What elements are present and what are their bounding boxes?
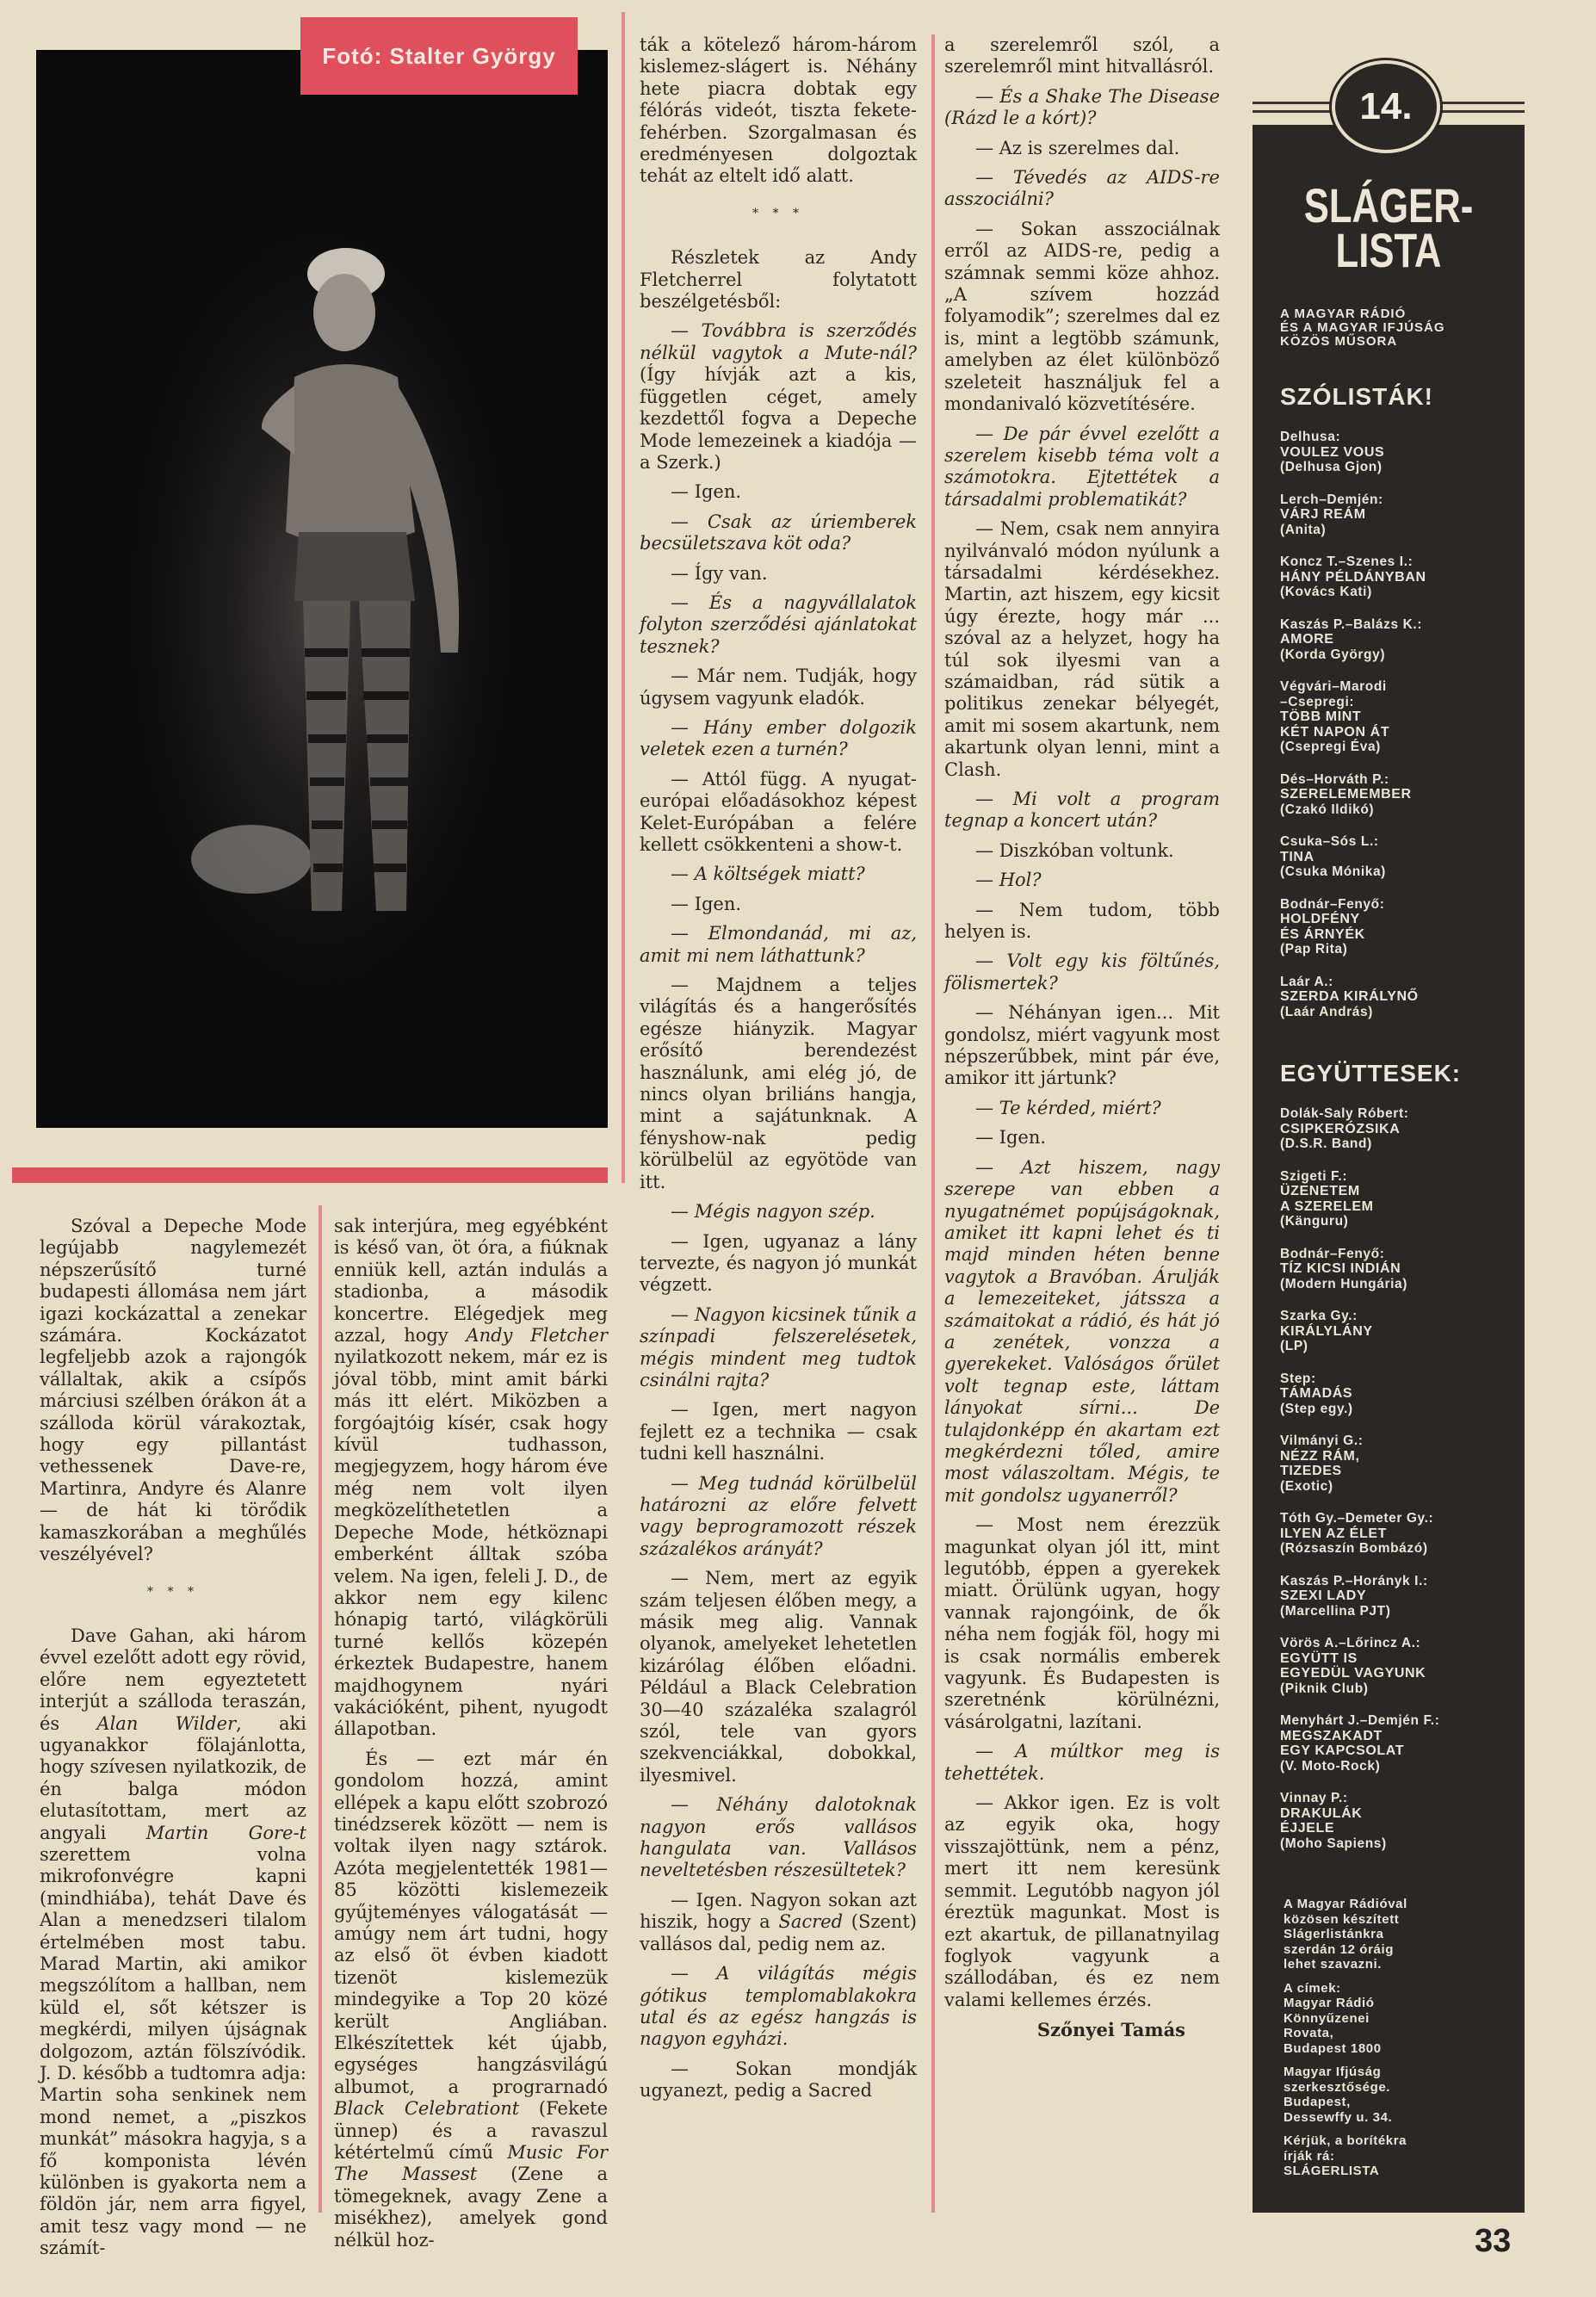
entry-performer: (Anita)	[1280, 522, 1327, 537]
text-run: — Nem, csak nem annyira nyilvánvaló módon nyúlunk a társadalmi kérdésekhez. Martin, azt hiszem, egy kicsit úgy érezte, hogy már ... szóval az a helyzet, hogy ha túl sok ilyesmi van a számaidban, rád sütik a politikus zenekar bélyegét, amit mi sosem akartunk, nem akartunk olyan lenni, mint a Clash.	[944, 518, 1220, 780]
chart-entry	[1280, 834, 1512, 880]
text-run: — Néhányan igen... Mit gondolsz, miért vagyunk most népszerűbbek, mint pár éve, amikor itt jártunk?	[944, 1002, 1220, 1089]
text-run: — Most nem érezzük magunkat olyan jól itt, mint legutóbb, éppen a gyerekek miatt. Örülünk ugyan, hogy vannak rajongóink, de ők néha nem fogják föl, hogy mi is csak normális emberek vagyunk. És Budapesten is szeretnénk körülnézni, vásárolgatni, lazítani.	[944, 1514, 1220, 1732]
author-byline	[944, 2019, 1220, 2040]
entry-authors: Szigeti F.:	[1280, 1168, 1348, 1184]
paragraph	[640, 1399, 917, 1464]
entry-authors: Végvári–Marodi –Csepregi:	[1280, 679, 1387, 709]
sidebar-subtitle: A MAGYAR RÁDIÓ ÉS A MAGYAR IFJÚSÁG KÖZÖS MŰSORA	[1280, 306, 1445, 349]
text-run: Szóval a Depeche Mode legújabb nagylemezét népszerűsítő turné budapesti állomása nem járt igazi kockázattal a zenekar számára. Kockázatot legfeljebb azok a rajongók vállaltak, akik a csípős márciusi szélben órákon át a szálloda körül várakoztak, hogy egy pillantást vethessenek Dave-re, Martinra, Andyre és Alanre — de hát ki törődik kamaszkorában a meghűlés veszélyével?	[40, 1216, 306, 1565]
entry-title: ILYEN AZ ÉLET	[1280, 1526, 1387, 1541]
text-run: — Igen.	[975, 1127, 1047, 1148]
entry-title: TÖBB MINT KÉT NAPON ÁT	[1280, 709, 1390, 740]
entry-title: KIRÁLYLÁNY	[1280, 1323, 1373, 1339]
chart-entry	[1280, 1574, 1512, 1619]
text-run: —	[671, 511, 708, 532]
paragraph	[640, 1231, 917, 1297]
italic-text-run: De pár évvel ezelőtt a szerelem kisebb téma volt a számotokra. Ejtettétek a társadalmi problematikát?	[944, 423, 1220, 510]
text-run: — Az is szerelmes dal.	[975, 137, 1180, 158]
entry-performer: (Pap Rita)	[1280, 942, 1348, 957]
entry-title: SZERELEMEMBER	[1280, 787, 1412, 802]
paragraph	[640, 894, 917, 915]
concert-photo	[36, 50, 608, 1128]
paragraph	[640, 481, 917, 503]
singer-silhouette-icon	[36, 50, 608, 1128]
entry-title: NÉZZ RÁM, TIZEDES	[1280, 1448, 1360, 1478]
slagerlista-sidebar	[1253, 125, 1525, 2213]
column-rule	[931, 34, 935, 2213]
text-run: —	[975, 85, 1000, 107]
italic-text-run: Mégis nagyon szép.	[694, 1201, 875, 1223]
text-run: —	[671, 1794, 717, 1816]
paragraph	[40, 1625, 306, 2260]
entry-authors: Laár A.:	[1280, 974, 1333, 989]
paragraph	[640, 666, 917, 709]
italic-text-run: Mi volt a program tegnap a koncert után?	[944, 789, 1220, 832]
paragraph	[944, 219, 1220, 416]
text-run: —	[671, 923, 708, 944]
paragraph	[944, 789, 1220, 833]
text-run: —	[975, 789, 1013, 809]
paragraph	[944, 950, 1220, 994]
text-run: Részletek az Andy Fletcherrel folytatott beszélgetésből:	[640, 247, 917, 313]
entry-title: ÜZENETEM A SZERELEM	[1280, 1184, 1374, 1214]
italic-text-run: És a nagyvállalatok folyton szerződési ajánlatokat tesznek?	[640, 591, 917, 657]
paragraph	[944, 1741, 1220, 1785]
entry-performer: (Marcellina PJT)	[1280, 1603, 1391, 1619]
entry-title: SZERDA KIRÁLYNŐ	[1280, 989, 1419, 1004]
text-run: —	[671, 591, 709, 613]
entry-performer: (Csuka Mónika)	[1280, 864, 1386, 879]
italic-text-run: Hány ember dolgozik veletek ezen a turnén?	[640, 716, 917, 760]
chart-entry	[1280, 430, 1512, 475]
chart-entry	[1280, 1106, 1512, 1152]
italic-text-run: Sacred	[778, 1911, 844, 1933]
italic-text-run: Volt egy kis föltűnés, fölismertek?	[944, 950, 1220, 994]
photo-caption: Fotó: Stalter György	[300, 17, 578, 95]
paragraph	[944, 1127, 1220, 1148]
section-separator	[640, 203, 917, 225]
paragraph	[944, 34, 1220, 78]
entry-authors: Delhusa:	[1280, 430, 1341, 444]
paragraph	[640, 717, 917, 761]
paragraph	[640, 34, 917, 188]
entry-performer: (Rózsaszín Bombázó)	[1280, 1541, 1428, 1556]
text-run: — Attól függ. A nyugat-európai előadásokhoz képest Kelet-Európában a felére kellett csökkenteni a show-t.	[640, 768, 917, 855]
text-run: —	[975, 1156, 1021, 1178]
italic-text-run: A múltkor meg is tehettétek.	[944, 1741, 1220, 1784]
article-column-2	[334, 1216, 608, 2259]
paragraph	[640, 769, 917, 857]
text-run: —	[671, 716, 704, 738]
entry-authors: Bodnár–Fenyő:	[1280, 896, 1385, 912]
entry-title: DRAKULÁK ÉJJELE	[1280, 1805, 1363, 1836]
italic-text-run: És a Shake The Disease (Rázd le a kórt)?	[944, 85, 1220, 129]
paragraph	[40, 1216, 306, 1566]
paragraph	[640, 511, 917, 555]
italic-text-run: Alan Wilder	[96, 1712, 237, 1734]
entry-performer: (D.S.R. Band)	[1280, 1136, 1372, 1151]
paragraph	[944, 1514, 1220, 1733]
entry-performer: (Piknik Club)	[1280, 1681, 1369, 1696]
entry-authors: Dés–Horváth P.:	[1280, 771, 1389, 787]
sidebar-title: SLÁGER- LISTA	[1303, 178, 1474, 277]
entry-title: SZEXI LADY	[1280, 1588, 1367, 1603]
text-run: És — ezt már én gondolom hozzá, amint ellépek a kapu előtt szobrozó tinédzserek között — nem is voltak ilyen nagy sztárok. Azóta megjelentették 1981—85 közötti kislemezeik gyűjteményes válogatását — amúgy nem árt tudni, hogy az első öt évben kiadott tizenöt kislemezük mindegyike a Top 20 közé került Angliában. Elkészítettek két újabb, egységes hangzásvilágú albumot, a prograrnadó	[334, 1748, 608, 2097]
text-run: —	[975, 423, 1004, 444]
entry-authors: Tóth Gy.–Demeter Gy.:	[1280, 1511, 1434, 1526]
entry-performer: (Step egy.)	[1280, 1401, 1353, 1416]
footer-note: A Magyar Rádióval közösen készített Slágerlistánkra szerdán 12 óráig lehet szavazni.	[1284, 1897, 1407, 1972]
text-run: —	[671, 1963, 717, 1984]
text-run: —	[975, 1097, 999, 1118]
paragraph	[640, 563, 917, 585]
chart-entry	[1280, 1713, 1512, 1774]
entry-authors: Lerch–Demjén:	[1280, 492, 1383, 507]
paragraph	[640, 1473, 917, 1561]
text-run: — Így van.	[671, 562, 768, 584]
text-run: — Nem, mert az egyik szám teljesen élőben megy, a másik meg alig. Vannak olyanok, amelyeket lehetetlen kizárólag élőben előadni. Például a Black Celebration 30—40 százaléka szalagról szól, tele van gyors szekvenciákkal, dobokkal, ilyesmivel.	[640, 1568, 917, 1786]
chart-entry	[1280, 492, 1512, 538]
italic-text-run: Black Celebrationt	[334, 2098, 520, 2120]
entry-performer: (Moho Sapiens)	[1280, 1836, 1387, 1851]
footer-note: Kérjük, a borítékra írják rá: SLÁGERLISTA	[1284, 2133, 1407, 2178]
text-run: * * *	[752, 206, 804, 220]
entry-authors: Csuka–Sós L.:	[1280, 834, 1379, 849]
paragraph	[944, 1792, 1220, 2011]
entry-performer: (V. Moto-Rock)	[1280, 1758, 1381, 1774]
entry-performer: (Korda György)	[1280, 647, 1386, 662]
entry-authors: Step:	[1280, 1371, 1316, 1386]
text-run: —	[975, 870, 999, 891]
chart-entry	[1280, 1791, 1512, 1851]
page-number: 33	[1475, 2223, 1512, 2259]
entry-authors: Kaszás P.–Balázs K.:	[1280, 616, 1423, 632]
chart-entry	[1280, 1511, 1512, 1557]
text-run: —	[671, 864, 695, 885]
italic-text-run: A költségek miatt?	[694, 864, 865, 885]
text-run: — Akkor igen. Ez is volt az egyik oka, hogy visszajöttünk, nem a pénz, mert itt nem keresünk semmit. Legutóbb nagyon jól éreztük magunkat. Most is ezt akartuk, de pillanatnyilag foglyok vagyunk a szállodában, és ez nem valami kellemes érzés.	[944, 1792, 1220, 2010]
paragraph	[944, 840, 1220, 862]
text-run: — Igen.	[671, 893, 742, 914]
chart-entry	[1280, 975, 1512, 1020]
paragraph	[640, 1304, 917, 1392]
paragraph	[640, 2059, 917, 2102]
chart-entry	[1280, 554, 1512, 600]
text-run: (Szent) vallásos dal, pedig nem az.	[640, 1911, 917, 1954]
text-run: Szőnyei Tamás	[1036, 2019, 1185, 2041]
text-run: — Igen, mert nagyon fejlett ez a technika — csak tudni kell használni.	[640, 1399, 917, 1464]
text-run: —	[975, 167, 1013, 189]
paragraph	[944, 900, 1220, 944]
chart-entry	[1280, 1169, 1512, 1229]
entry-authors: Vörös A.–Lőrincz A.:	[1280, 1636, 1421, 1650]
text-run: — Igen.	[671, 481, 742, 503]
entry-performer: (Delhusa Gjon)	[1280, 460, 1383, 474]
entry-performer: (Modern Hungária)	[1280, 1276, 1407, 1291]
entry-performer: (Laár András)	[1280, 1004, 1373, 1019]
text-run: (Így hívják azt a kis, független céget, amely kezdettől fogva a Depeche Mode lemezeinek a kiadója — a Szerk.)	[640, 364, 917, 473]
paragraph	[640, 1963, 917, 2051]
text-run: nyilatkozott nekem, már ez is jóval több, mint amit bárki más itt elért. Miközben a forgóajtóig kísér, csak hogy kívül tudhasson, megjegyzem, hogy három éve még nem volt ilyen megközelíthetetlen a Depeche Mode, hétköznapi emberként álltak szóba velem. Na igen, feleli J. D., de akkor nem egy kilenc hónapig tartó, világkörüli turné kellős közepén érkeztek Budapestre, hanem majdhogynem nyári vakációként, pihent, nyugodt állapotban.	[334, 1347, 608, 1740]
footer-note: Magyar Ifjúság szerkesztősége. Budapest, Dessewffy u. 34.	[1284, 2065, 1393, 2125]
red-divider-bar	[12, 1167, 608, 1183]
text-run: —	[671, 1472, 699, 1494]
entry-title: TINA	[1280, 849, 1315, 864]
paragraph	[944, 424, 1220, 511]
paragraph	[944, 1002, 1220, 1090]
italic-text-run: Elmondanád, mi az, amit mi nem láthattunk?	[640, 923, 917, 966]
text-run: — Sokan asszociálnak erről az AIDS-re, pedig a számnak semmi köze ahhoz. „A szívem hozzád folyamodik”; szerelmes dal ez is, mint a legtöbb számunk, amelyben az élet különböző szeleteit használjuk fel a mondanivaló közvetítésére.	[944, 218, 1220, 415]
italic-text-run: Hol?	[999, 870, 1042, 891]
chart-entry	[1280, 1371, 1512, 1417]
entry-authors: Szarka Gy.:	[1280, 1309, 1358, 1323]
entry-title: TÍZ KICSI INDIÁN	[1280, 1261, 1401, 1276]
paragraph	[944, 138, 1220, 159]
text-run: sak interjúra, meg egyébként is késő van, öt óra, a fiúknak enniük kell, aztán indulás a stadionba, a második koncertre. Elégedjek meg azzal, hogy	[334, 1216, 608, 1347]
text-run: —	[975, 950, 1007, 972]
text-run: Dave Gahan, aki három évvel ezelőtt adott egy rövid, előre nem egyeztetett interjút a szálloda teraszán, és	[40, 1625, 306, 1734]
paragraph	[944, 86, 1220, 130]
text-run: — Majdnem a teljes világítás és a hangerősítés egésze hiányzik. Magyar erősítő berendezést használunk, ami elég jó, de nincs olyan briliáns hangja, mint a sajátunknak. A fényshow-nak pedig körülbelül az egyötöde van itt.	[640, 975, 917, 1192]
soloists-heading: SZÓLISTÁK!	[1280, 383, 1433, 410]
paragraph	[944, 1098, 1220, 1119]
text-run: , aki ugyanakkor fölajánlotta, hogy szívesen nyilatkozik, de én balga módon elutasítottam, mert az angyali	[40, 1712, 306, 1843]
entry-authors: Menyhárt J.–Demjén F.:	[1280, 1713, 1440, 1728]
text-run: — Diszkóban voltunk.	[975, 839, 1174, 861]
text-run: —	[671, 1303, 695, 1325]
entry-performer: (Kovács Kati)	[1280, 585, 1372, 599]
italic-text-run: Tévedés az AIDS-re asszociálni?	[944, 167, 1220, 210]
entry-title: EGYÜTT IS EGYEDÜL VAGYUNK	[1280, 1650, 1426, 1681]
entry-authors: Dolák-Saly Róbert:	[1280, 1106, 1409, 1121]
chart-entry	[1280, 1309, 1512, 1354]
entry-title: HOLDFÉNY ÉS ÁRNYÉK	[1280, 912, 1365, 942]
entry-title: VOULEZ VOUS	[1280, 444, 1385, 460]
footer-note: A címek: Magyar Rádió Könnyűzenei Rovata, Budapest 1800	[1284, 1980, 1382, 2056]
text-run: —	[975, 1741, 1016, 1762]
bands-heading: EGYÜTTESEK:	[1280, 1060, 1462, 1087]
text-run: — Nem tudom, több helyen is.	[944, 899, 1220, 943]
text-run: a szerelemről szól, a szerelemről mint hitvallásról.	[944, 34, 1220, 77]
italic-text-run: Music For The Massest	[334, 2142, 608, 2185]
chart-number-badge: 14.	[1332, 60, 1440, 153]
paragraph	[640, 975, 917, 1193]
italic-text-run: Továbbra is szerződés nélkül vagytok a Mute-nál?	[640, 320, 917, 363]
column-rule	[622, 12, 625, 1183]
text-run: (Fekete ünnep) és a ravaszul kétértelmű című	[334, 2098, 608, 2164]
entry-performer: (Csepregi Éva)	[1280, 740, 1381, 754]
entry-title: AMORE	[1280, 632, 1334, 647]
bands-list	[1280, 1060, 1512, 1868]
paragraph	[640, 592, 917, 658]
entry-authors: Vilmányi G.:	[1280, 1433, 1364, 1448]
text-run: (Zene a tömegeknek, avagy Zene a misékhez), amelyek gond nélkül hoz-	[334, 2164, 608, 2251]
italic-text-run: Csak az úriemberek becsületszava köt oda?	[640, 511, 917, 554]
chart-entry	[1280, 897, 1512, 957]
entry-title: MEGSZAKADT EGY KAPCSOLAT	[1280, 1728, 1405, 1758]
paragraph	[640, 1568, 917, 1786]
column-rule	[319, 1205, 322, 2213]
chart-entry	[1280, 1247, 1512, 1292]
italic-text-run: Nagyon kicsinek tűnik a színpadi felszerelésetek, mégis mindent meg tudtok csinálni rajta?	[640, 1303, 917, 1390]
text-run: — Már nem. Tudják, hogy úgysem vagyunk eladók.	[640, 666, 917, 709]
entry-title: TÁMADÁS	[1280, 1386, 1353, 1401]
chart-entry	[1280, 1433, 1512, 1494]
chart-entry	[1280, 1636, 1512, 1696]
article-column-4	[944, 34, 1220, 2049]
paragraph	[334, 1749, 608, 2251]
text-run: szerettem volna mikrofonvégre kapni (mindhiába), tehát Dave és Alan a menedzseri tilalom értelmében most tabu. Marad Martin, aki amikor megszólítom a hallban, nem küld el, sőt kétszer is megkérdi, milyen újságnak dolgozom, aztán fölszívódik. J. D. később a tudtomra adja: Martin soha senkinek nem mond nemet, a „piszkos munkát” másokra hagyja, s a fő komponista lévén különben is gyakorta nem a földön jár, nem arra figyel, amit tesz vagy mond — ne számít-	[40, 1843, 306, 2259]
chart-entry	[1280, 617, 1512, 663]
section-separator	[40, 1582, 306, 1603]
text-run: * * *	[147, 1584, 199, 1599]
article-column-1	[40, 1216, 306, 2268]
paragraph	[334, 1216, 608, 1741]
sidebar-footer	[1284, 1897, 1516, 2188]
text-run: —	[671, 1201, 695, 1223]
italic-text-run: Martin Gore-t	[145, 1822, 306, 1843]
entry-performer: (Exotic)	[1280, 1478, 1333, 1494]
entry-authors: Koncz T.–Szenes I.:	[1280, 554, 1414, 569]
italic-text-run: Azt hiszem, nagy szerepe van ebben a nyugatnémet popújságoknak, amiket itt kapni lehet és ti majd minden héten benne vagytok a Bravóban. Árulják a lemezeiteket, játssza a számaitokat a rádió, és hát jó a zenétek, vonzza a gyerekeket. Valóságos őrület volt tegnap este, láttam lányokat sírni... De tulajdonképp én akartam ezt megkérdezni tőled, amire most válaszoltam. Mégis, te mit gondolsz ugyanerről?	[944, 1156, 1220, 1506]
paragraph	[640, 1890, 917, 1955]
entry-performer: (Czakó Ildikó)	[1280, 802, 1375, 817]
entry-authors: Bodnár–Fenyő:	[1280, 1246, 1385, 1261]
entry-authors: Kaszás P.–Horányk I.:	[1280, 1573, 1428, 1588]
article-column-3	[640, 34, 917, 2110]
italic-text-run: Andy Fletcher	[466, 1325, 608, 1347]
text-run: — Igen, ugyanaz a lány tervezte, és nagyon jó munkát végzett.	[640, 1230, 917, 1296]
entry-performer: (LP)	[1280, 1339, 1308, 1353]
paragraph	[640, 320, 917, 474]
entry-title: CSIPKERÓZSIKA	[1280, 1121, 1401, 1136]
italic-text-run: Néhány dalotoknak nagyon erős vallásos hangulata van. Vallásos neveltetésben részesültetek?	[640, 1794, 917, 1881]
paragraph	[944, 167, 1220, 211]
paragraph	[640, 1201, 917, 1223]
entry-authors: Vinnay P.:	[1280, 1791, 1348, 1805]
paragraph	[640, 1794, 917, 1882]
entry-performer: (Känguru)	[1280, 1214, 1349, 1229]
paragraph	[944, 1157, 1220, 1508]
chart-entry	[1280, 772, 1512, 818]
entry-title: HÁNY PÉLDÁNYBAN	[1280, 569, 1426, 585]
entry-title: VÁRJ REÁM	[1280, 507, 1366, 522]
paragraph	[640, 864, 917, 885]
paragraph	[640, 923, 917, 967]
italic-text-run: A világítás mégis gótikus templomablakokra utal és az egész hangzás is nagyon egyházi.	[640, 1963, 917, 2050]
paragraph	[640, 247, 917, 313]
paragraph	[944, 870, 1220, 891]
text-run: ták a kötelező három-három kislemez-slágert is. Néhány hete piacra dobtak egy félórás videót, tiszta fekete-fehérben. Szorgalmasan és eredményesen dolgoztak tehát az eltelt idő alatt.	[640, 34, 917, 187]
italic-text-run: Te kérded, miért?	[999, 1097, 1161, 1118]
text-run: — Igen. Nagyon sokan azt hiszik, hogy a	[640, 1889, 917, 1933]
italic-text-run: Meg tudnád körülbelül határozni az előre felvett vagy beprogramozott részek százalékos arányát?	[640, 1472, 917, 1559]
soloists-list	[1280, 383, 1512, 1037]
text-run: —	[671, 320, 702, 342]
paragraph	[944, 518, 1220, 781]
chart-entry	[1280, 679, 1512, 755]
text-run: — Sokan mondják ugyanezt, pedig a Sacred	[640, 2058, 917, 2102]
